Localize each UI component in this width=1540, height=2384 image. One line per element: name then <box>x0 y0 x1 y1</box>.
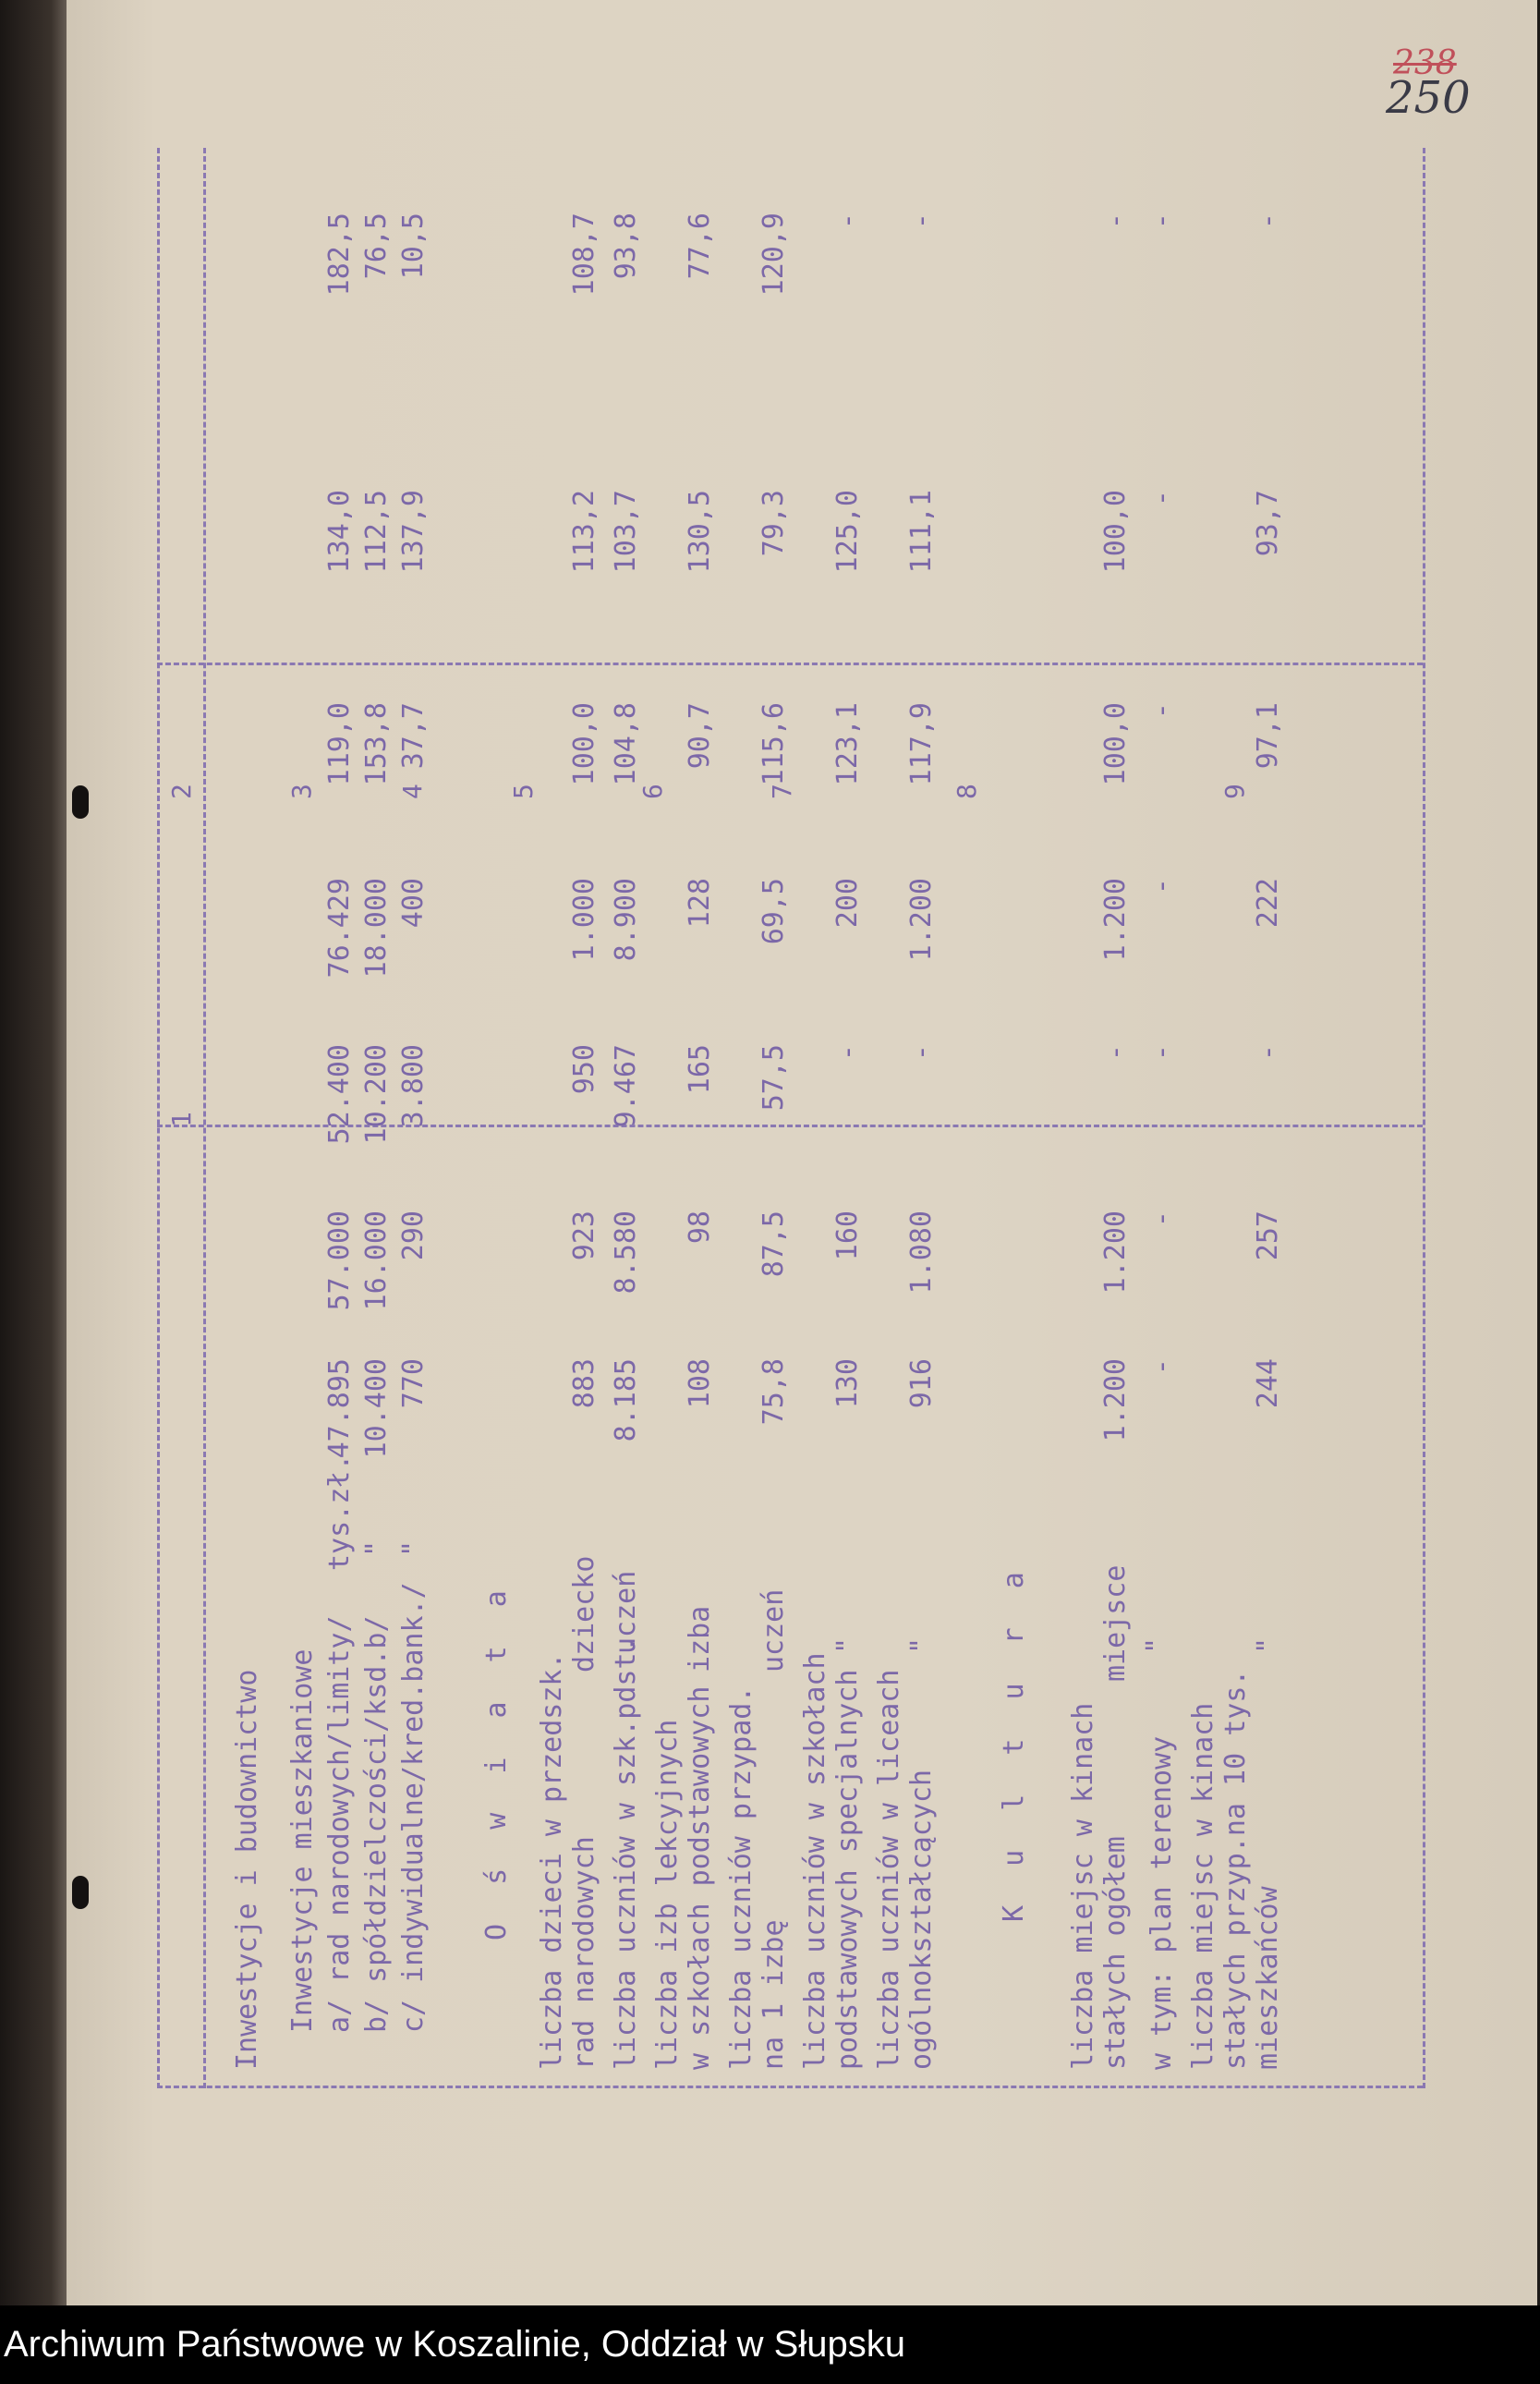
row-label: w szkołach podstawowych <box>684 1685 716 2070</box>
row-label: liczba dzieci w przedszk. <box>536 1652 568 2070</box>
cell-col3: 47.895 <box>323 1358 356 1459</box>
column-number: 4 <box>397 784 428 799</box>
cell-col7: 153,8 <box>360 702 393 786</box>
row-label: rad narodowych <box>568 1836 600 2070</box>
row-label: liczba uczniów w szk.pdst. <box>610 1636 642 2070</box>
cell-col6: 1.200 <box>905 878 938 962</box>
cell-col4: 160 <box>831 1210 864 1261</box>
cell-col8: 111,1 <box>905 490 938 574</box>
section-title: O ś w i a t a <box>480 1579 513 1940</box>
header-bottom-rule <box>203 148 206 2088</box>
cell-col7: 104,8 <box>610 702 642 786</box>
cell-col9: - <box>831 213 864 230</box>
cell-col5: 9.467 <box>610 1044 642 1128</box>
cell-col9: 182,5 <box>323 213 356 297</box>
cell-col5: 165 <box>684 1044 716 1095</box>
cell-col4: 257 <box>1252 1210 1284 1261</box>
archive-caption: Archiwum Państwowe w Koszalinie, Oddział w Słupsku <box>0 2305 1540 2384</box>
cell-col8: 103,7 <box>610 490 642 574</box>
row-label: podstawowych specjalnych <box>831 1669 864 2070</box>
column-number: 7 <box>767 784 797 799</box>
cell-col7: 37,7 <box>397 702 430 770</box>
cell-col6: 1.200 <box>1099 878 1132 962</box>
cell-col4: 923 <box>568 1210 600 1261</box>
cell-col8: 79,3 <box>758 490 790 557</box>
cell-col8: 93,7 <box>1252 490 1284 557</box>
cell-col4: 8.580 <box>610 1210 642 1295</box>
unit-cell: tys.zł. <box>323 1454 356 1571</box>
cell-col7: 117,9 <box>905 702 938 786</box>
section-title: Inwestycje i budownictwo <box>231 1669 263 2070</box>
unit-cell: uczeń <box>610 1570 642 1654</box>
unit-cell: izba <box>684 1605 716 1672</box>
row-label: liczba miejsc w kinach <box>1187 1702 1219 2070</box>
cell-col9: 108,7 <box>568 213 600 297</box>
unit-cell: " <box>831 1636 864 1654</box>
section-title: K u l t u r a <box>998 1561 1030 1922</box>
header-top-rule <box>157 148 160 2088</box>
section-divider <box>157 2086 1423 2088</box>
row-label: a/ rad narodowych/limity/ <box>323 1615 356 2033</box>
table-bottom-rule <box>1423 148 1425 2088</box>
row-label: liczba miejsc w kinach <box>1067 1702 1099 2070</box>
cell-col4: - <box>1146 1210 1178 1228</box>
statistics-table <box>120 120 1441 2088</box>
cell-col6: 18.000 <box>360 878 393 979</box>
cell-col9: - <box>1099 213 1132 230</box>
cell-col5: - <box>1252 1044 1284 1062</box>
cell-col3: 244 <box>1252 1358 1284 1409</box>
cell-col3: 8.185 <box>610 1358 642 1442</box>
cell-col8: 112,5 <box>360 490 393 574</box>
unit-cell: " <box>1141 1636 1173 1654</box>
cell-col9: - <box>905 213 938 230</box>
cell-col7: 97,1 <box>1252 702 1284 770</box>
cell-col9: 10,5 <box>397 213 430 280</box>
cell-col8: 125,0 <box>831 490 864 574</box>
cell-col6: 76.429 <box>323 878 356 979</box>
cell-col4: 57.000 <box>323 1210 356 1311</box>
unit-cell: miejsce <box>1099 1564 1132 1682</box>
row-label: liczba uczniów w szkołach <box>799 1652 831 2070</box>
cell-col7: 100,0 <box>568 702 600 786</box>
page-number: 250 <box>1386 72 1471 124</box>
section-divider <box>157 663 1423 665</box>
cell-col3: 130 <box>831 1358 864 1409</box>
cell-col9: 93,8 <box>610 213 642 280</box>
cell-col6: 400 <box>397 878 430 929</box>
column-number: 8 <box>952 784 982 799</box>
cell-col8: - <box>1146 490 1178 507</box>
cell-col3: 75,8 <box>758 1358 790 1426</box>
cell-col5: 950 <box>568 1044 600 1095</box>
cell-col6: - <box>1146 878 1178 895</box>
row-label: c/ indywidualne/kred.bank./ <box>397 1582 430 2033</box>
row-label: na 1 izbę <box>758 1919 790 2070</box>
cell-col6: 1.000 <box>568 878 600 962</box>
row-label: stałych ogółem <box>1099 1836 1132 2070</box>
cell-col3: 1.200 <box>1099 1358 1132 1442</box>
cell-col5: - <box>905 1044 938 1062</box>
cell-col3: 883 <box>568 1358 600 1409</box>
cell-col3: - <box>1146 1358 1178 1376</box>
row-label: liczba izb lekcyjnych <box>651 1719 684 2070</box>
punch-hole <box>72 1876 89 1909</box>
column-number: 5 <box>508 784 539 799</box>
cell-col5: - <box>1099 1044 1132 1062</box>
cell-col3: 108 <box>684 1358 716 1409</box>
cell-col7: 119,0 <box>323 702 356 786</box>
cell-col4: 16.000 <box>360 1210 393 1311</box>
row-label: b/ spółdzielczości/ksd.b/ <box>360 1615 393 2033</box>
cell-col8: 113,2 <box>568 490 600 574</box>
cell-col3: 916 <box>905 1358 938 1409</box>
cell-col8: 130,5 <box>684 490 716 574</box>
unit-cell: " <box>1252 1636 1284 1654</box>
cell-col8: 134,0 <box>323 490 356 574</box>
unit-cell: " <box>397 1539 430 1557</box>
row-label: mieszkańców <box>1252 1886 1284 2070</box>
column-number: 3 <box>286 784 317 799</box>
cell-col3: 10.400 <box>360 1358 393 1459</box>
cell-col9: 120,9 <box>758 213 790 297</box>
cell-col5: - <box>831 1044 864 1062</box>
column-number: 6 <box>637 784 668 799</box>
cell-col8: 137,9 <box>397 490 430 574</box>
unit-cell: " <box>360 1539 393 1557</box>
cell-col9: 77,6 <box>684 213 716 280</box>
row-label: w tym: plan terenowy <box>1146 1735 1178 2070</box>
cell-col7: 100,0 <box>1099 702 1132 786</box>
row-label: ogólnokształcących <box>905 1769 938 2070</box>
column-number: 9 <box>1219 784 1250 799</box>
cell-col4: 1.200 <box>1099 1210 1132 1295</box>
cell-col9: - <box>1252 213 1284 230</box>
cell-col4: 290 <box>397 1210 430 1261</box>
unit-cell: " <box>905 1636 938 1654</box>
cell-col5: 52.400 <box>323 1044 356 1145</box>
cell-col7: 115,6 <box>758 702 790 786</box>
row-label: liczba uczniów w liceach <box>873 1669 905 2070</box>
cell-col5: 10.200 <box>360 1044 393 1145</box>
cell-col4: 87,5 <box>758 1210 790 1278</box>
row-label: stałych przyp.na 10 tys. <box>1219 1669 1252 2070</box>
old-page-number: 238 <box>1393 44 1457 82</box>
cell-col6: 222 <box>1252 878 1284 929</box>
cell-col6: 200 <box>831 878 864 929</box>
column-number: 1 <box>166 1112 197 1127</box>
cell-col5: 57,5 <box>758 1044 790 1112</box>
cell-col7: - <box>1146 702 1178 720</box>
column-number: 2 <box>166 784 197 799</box>
punch-hole <box>72 785 89 819</box>
cell-col9: - <box>1146 213 1178 230</box>
cell-col9: 76,5 <box>360 213 393 280</box>
cell-col7: 123,1 <box>831 702 864 786</box>
row-label: liczba uczniów przypad. <box>725 1685 758 2070</box>
cell-col5: 3.800 <box>397 1044 430 1128</box>
cell-col3: 770 <box>397 1358 430 1409</box>
cell-col4: 98 <box>684 1210 716 1245</box>
unit-cell: uczeń <box>758 1588 790 1672</box>
cell-col6: 69,5 <box>758 878 790 945</box>
cell-col6: 128 <box>684 878 716 929</box>
row-group-label: Inwestycje mieszkaniowe <box>286 1648 319 2033</box>
cell-col5: - <box>1146 1044 1178 1062</box>
cell-col8: 100,0 <box>1099 490 1132 574</box>
cell-col7: 90,7 <box>684 702 716 770</box>
unit-cell: dziecko <box>568 1555 600 1672</box>
cell-col6: 8.900 <box>610 878 642 962</box>
cell-col4: 1.080 <box>905 1210 938 1295</box>
